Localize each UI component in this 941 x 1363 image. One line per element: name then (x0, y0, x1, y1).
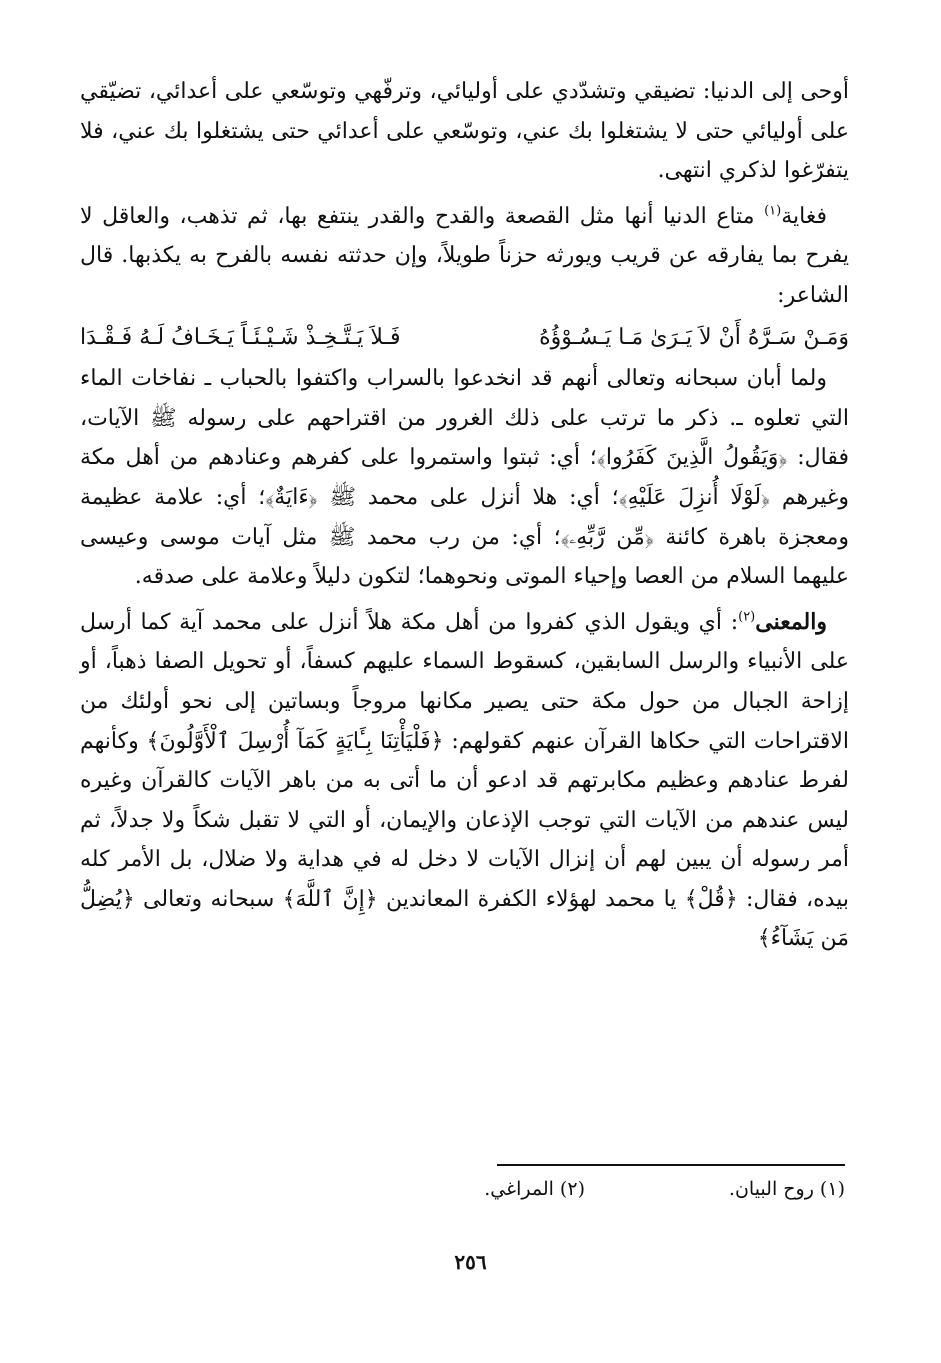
paragraph-1-text: أوحى إلى الدنيا: تضيقي وتشدّدي على أوليائي، وترفّهي وتوسّعي على أعدائي، تضيّقي على أوليائي حتى لا يشتغلوا بك عني، وتوسّعي على أعدائي حتى يشتغلوا بك عني، فلا يتفرّغوا لذكري انتهى. (80, 79, 849, 184)
poetry-verse (80, 318, 849, 358)
paragraph-2-text: متاع الدنيا أنها مثل القصعة والقدح والقدر ينتفع بها، ثم تذهب، والعاقل لا يفرح بما يفارقه عن قريب ويورثه حزناً طويلاً، وإن حدثته نفسه بالفرح به يكذبها. قال الشاعر: (80, 203, 849, 308)
footnotes (285, 1178, 845, 1200)
paragraph-2 (80, 197, 849, 316)
footnote-1: (١) روح البيان. (728, 1178, 845, 1200)
paragraph-4 (80, 603, 849, 959)
page-number: ٢٥٦ (454, 1250, 487, 1274)
paragraph-4-lead-word: والمعنى (755, 608, 827, 635)
verse-second-hemistich: فَـلاَ يَـتَّـخِـذْ شَـيْـئَـاً يَـخَـافُ لَـهُ فَـقْـدَا (80, 324, 401, 350)
footnote-2: (٢) المراغي. (484, 1178, 585, 1200)
footnote-divider (497, 1164, 845, 1166)
paragraph-2-lead-word: فغاية (781, 203, 827, 229)
paragraph-1 (80, 72, 849, 191)
verse-first-hemistich: وَمَـنْ سَـرَّهُ أَنْ لاَ يَـرَىٰ مَـا يَـسُـوْؤُهُ (539, 324, 849, 350)
paragraph-4-text: : أي ويقول الذي كفروا من أهل مكة هلاً أنزل على محمد آية كما أرسل على الأنبياء والرسل السابقين، كسقوط السماء عليهم كسفاً، أو تحويل الصفا ذهباً، أو إزاحة الجبال من حول مكة حتى يصير مكانها مروجاً وبساتين إلى نحو أولئك من الاقتراحات التي حكاها القرآن عنهم كقولهم: ﴿فَلْيَأْتِنَا بِـَٔايَةٍ كَمَآ أُرْسِلَ ٱلْأَوَّلُونَ﴾ وكأنهم لفرط عنادهم وعظيم مكابرتهم قد ادعو أن ما أتى به من باهر الآيات كالقرآن وغيره ليس عندهم من الآيات التي توجب الإذعان والإيمان، أو التي لا تقبل شكاً ولا جدلاً، ثم أمر رسوله أن يبين لهم أن إنزال الآيات لا دخل له في هداية ولا ضلال، بل الأمر كله بيده، فقال: ﴿قُلْ﴾ يا محمد لهؤلاء الكفرة المعاندين ﴿إِنَّ ٱللَّهَ﴾ سبحانه وتعالى ﴿يُضِلُّ مَن يَشَآءُ﴾ (80, 609, 849, 952)
main-text (80, 72, 849, 959)
footnote-ref-1: (١) (764, 203, 782, 219)
footnote-ref-2: (٢) (738, 609, 756, 625)
paragraph-3-text: ولما أبان سبحانه وتعالى أنهم قد انخدعوا بالسراب واكتفوا بالحباب ـ نفاخات الماء التي تعلوه ـ. ذكر ما ترتب على ذلك الغرور من اقتراحهم على رسوله ﷺ الآيات، فقال: ﴿وَيَقُولُ الَّذِينَ كَفَرُوا﴾؛ أي: ثبتوا واستمروا على كفرهم وعنادهم من أهل مكة وغيرهم ﴿لَوْلَا أُنزِلَ عَلَيْهِ﴾؛ أي: هلا أنزل على محمد ﷺ ﴿ءَايَةٌ﴾؛ أي: علامة عظيمة ومعجزة باهرة كائنة ﴿مِّن رَّبِّهِۦ﴾؛ أي: من رب محمد ﷺ مثل آيات موسى وعيسى عليهما السلام من العصا وإحياء الموتى ونحوهما؛ لتكون دليلاً وعلامة على صدقه. (80, 366, 849, 590)
paragraph-3 (80, 359, 849, 597)
